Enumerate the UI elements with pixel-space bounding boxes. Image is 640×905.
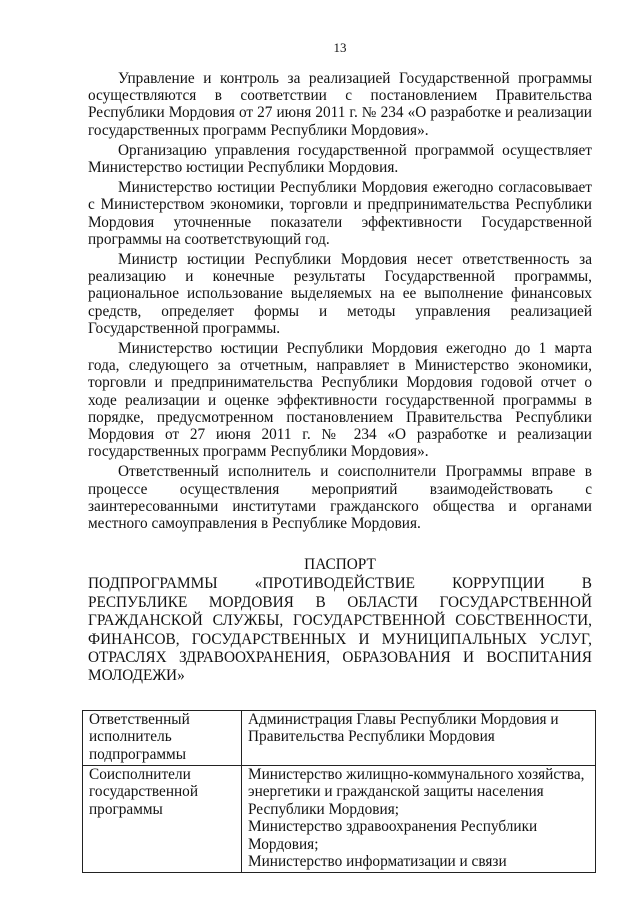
passport-table [82, 710, 596, 873]
paragraph: Министерство юстиции Республики Мордовия ежегодно согласовывает с Министерством экономики, торговли и предпринимательства Республики Мордовия уточненные показатели эффективности Государственной программы на соответствующий год. [88, 179, 592, 248]
table-cell-value [242, 765, 596, 873]
paragraph: Ответственный исполнитель и соисполнители Программы вправе в процессе осуществления мероприятий взаимодействовать с заинтересованными институтами гражданского общества и органами местного самоуправления в Республике Мордовия. [88, 463, 592, 533]
body-text [88, 70, 592, 532]
table-cell-value: Администрация Главы Республики Мордовия и Правительства Республики Мордовия [242, 710, 596, 765]
table-row [83, 710, 596, 765]
table-cell-label: Соисполнители государственной программы [83, 765, 242, 873]
table-row [83, 765, 596, 873]
subprogram-title: ПОДПРОГРАММЫ «ПРОТИВОДЕЙСТВИЕ КОРРУПЦИИ В РЕСПУБЛИКЕ МОРДОВИЯ В ОБЛАСТИ ГОСУДАРСТВЕННОЙ ГРАЖДАНСКОЙ СЛУЖБЫ, ГОСУДАРСТВЕННОЙ СОБСТВЕННОСТИ, ФИНАНСОВ, ГОСУДАРСТВЕННЫХ И МУНИЦИПАЛЬНЫХ УСЛУГ, ОТРАСЛЯХ ЗДРАВООХРАНЕНИЯ, ОБРАЗОВАНИЯ И ВОСПИТАНИЯ МОЛОДЕЖИ» [88, 575, 592, 685]
passport-heading: ПАСПОРТ [304, 556, 376, 574]
table-value-line: Министерство жилищно-коммунального хозяйства, энергетики и гражданской защиты населения Республики Мордовия; [248, 765, 585, 818]
paragraph: Управление и контроль за реализацией Государственной программы осуществляются в соответствии с постановлением Правительства Республики Мордовия от 27 июня 2011 г. № 234 «О разработке и реализации государственных программ Республики Мордовия». [88, 70, 592, 139]
table-value-line: Министерство здравоохранения Республики Мордовия; [248, 818, 538, 853]
paragraph: Министерство юстиции Республики Мордовия ежегодно до 1 марта года, следующего за отчетным, направляет в Министерство экономики, торговли и предпринимательства Республики Мордовия годовой отчет о ходе реализации и оценке эффективности государственной программы в порядке, предусмотренном постановлением Правительства Республики Мордовия от 27 июня 2011 г. № 234 «О разработке и реализации государственных программ Республики Мордовия». [88, 340, 592, 461]
page-number: 13 [333, 40, 347, 55]
table-value-line: Министерство информатизации и связи [248, 853, 507, 871]
paragraph: Организацию управления государственной программой осуществляет Министерство юстиции Республики Мордовия. [88, 141, 592, 177]
paragraph: Министр юстиции Республики Мордовия несет ответственность за реализацию и конечные результаты Государственной программы, рациональное использование выделяемых на ее выполнение финансовых средств, определяет формы и методы управления реализацией Государственной программы. [88, 251, 592, 337]
table-cell-label: Ответственный исполнитель подпрограммы [83, 710, 242, 765]
